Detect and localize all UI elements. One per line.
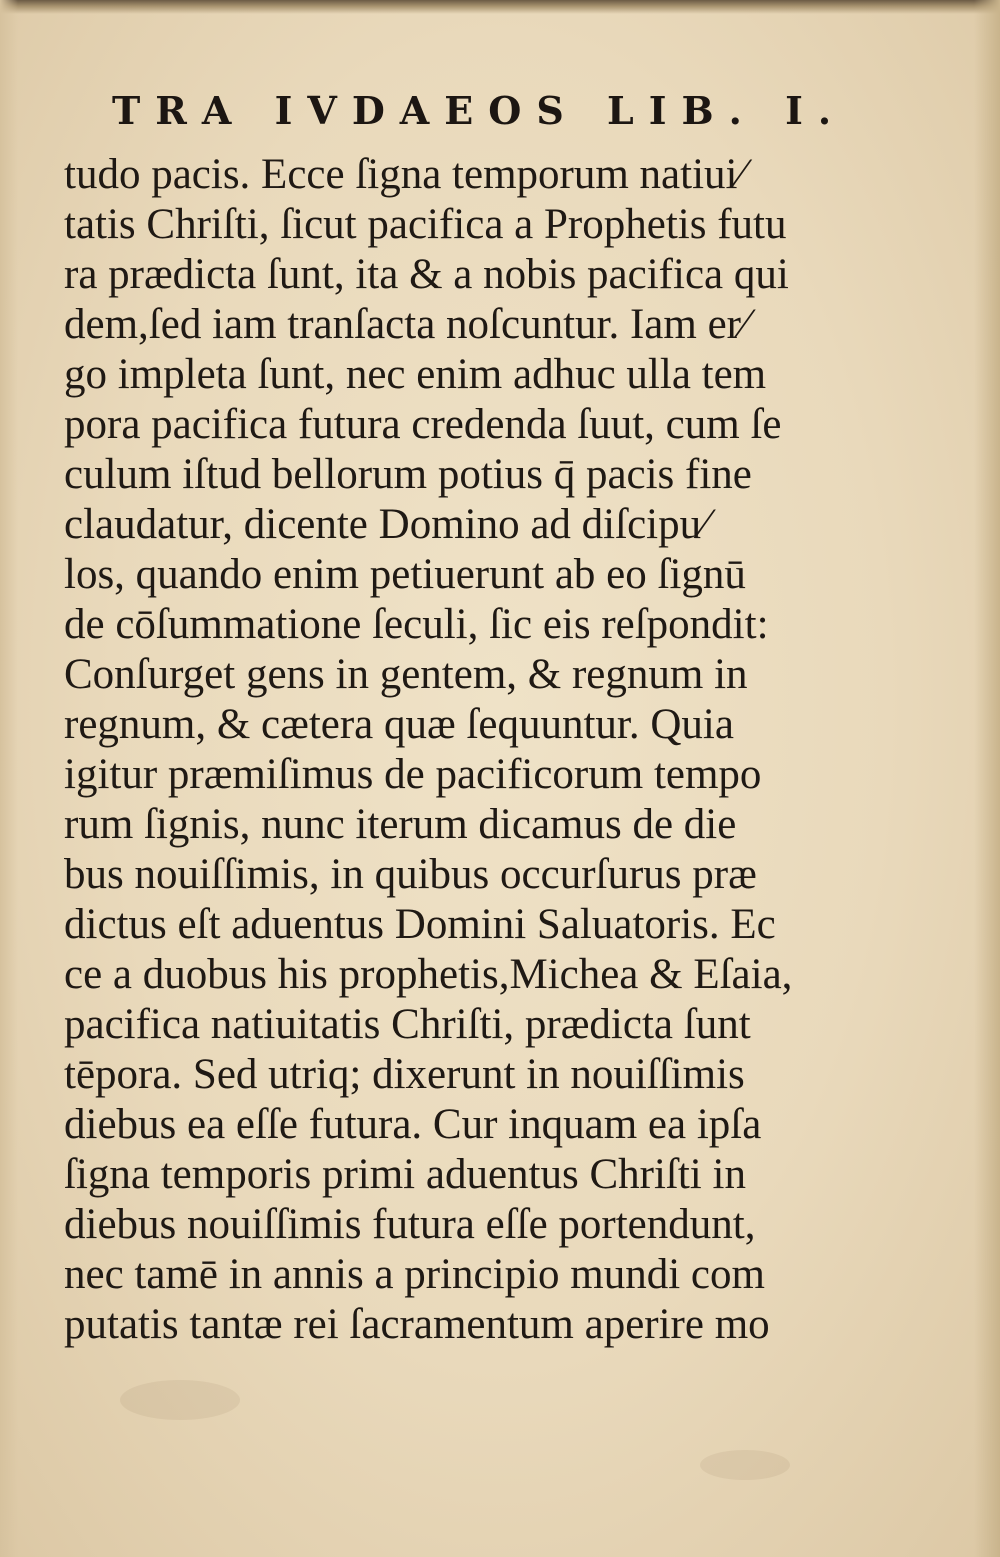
text-line: ra prædicta ſunt, ita & a nobis pacifica qui <box>64 251 789 298</box>
text-line: diebus nouiſſimis futura eſſe portendunt, <box>64 1201 756 1248</box>
text-line: tatis Chriſti, ſicut pacifica a Prophetis futu <box>64 201 787 248</box>
text-line: Conſurget gens in gentem, & regnum in <box>64 651 748 698</box>
text-line: dictus eſt aduentus Domini Saluatoris. Ec <box>64 901 776 948</box>
text-line: de cōſummatione ſeculi, ſic eis reſpondit: <box>64 601 769 648</box>
text-line: igitur præmiſimus de pacificorum tempo <box>64 751 762 798</box>
text-line: pora pacifica futura credenda ſuut, cum ſe <box>64 401 782 448</box>
page-right-edge <box>974 0 1000 1557</box>
text-line: diebus ea eſſe futura. Cur inquam ea ipſa <box>64 1101 762 1148</box>
text-line: nec tamē in annis a principio mundi com <box>64 1251 765 1298</box>
text-line: dem,ſed iam tranſacta noſcuntur. Iam er⁄ <box>64 301 749 348</box>
text-line: ce a duobus his prophetis,Michea & Eſaia, <box>64 951 793 998</box>
text-line: regnum, & cætera quæ ſequuntur. Quia <box>64 701 734 748</box>
text-line: claudatur, dicente Domino ad diſcipu⁄ <box>64 501 709 548</box>
paper-stain <box>120 1380 240 1420</box>
text-line: los, quando enim petiuerunt ab eo ſignū <box>64 551 746 598</box>
text-line: go impleta ſunt, nec enim adhuc ulla tem <box>64 351 767 398</box>
paper-stain <box>700 1450 790 1480</box>
text-line: ſigna temporis primi aduentus Chriſti in <box>64 1151 746 1198</box>
page-top-edge <box>0 0 1000 14</box>
page-left-edge <box>0 0 18 1557</box>
text-line: pacifica natiuitatis Chriſti, prædicta ſunt <box>64 1001 751 1048</box>
running-head: TRA IVDAEOS LIB. I. <box>112 88 847 133</box>
body-text <box>64 150 824 1350</box>
text-line: bus nouiſſimis, in quibus occurſurus præ <box>64 851 757 898</box>
text-line: putatis tantæ rei ſacramentum aperire mo <box>64 1301 770 1348</box>
text-line: rum ſignis, nunc iterum dicamus de die <box>64 801 737 848</box>
text-line: tudo pacis. Ecce ſigna temporum natiui⁄ <box>64 151 745 198</box>
text-line: culum iſtud bellorum potius q̄ pacis fine <box>64 451 752 498</box>
text-line: tēpora. Sed utriq; dixerunt in nouiſſimis <box>64 1051 745 1098</box>
